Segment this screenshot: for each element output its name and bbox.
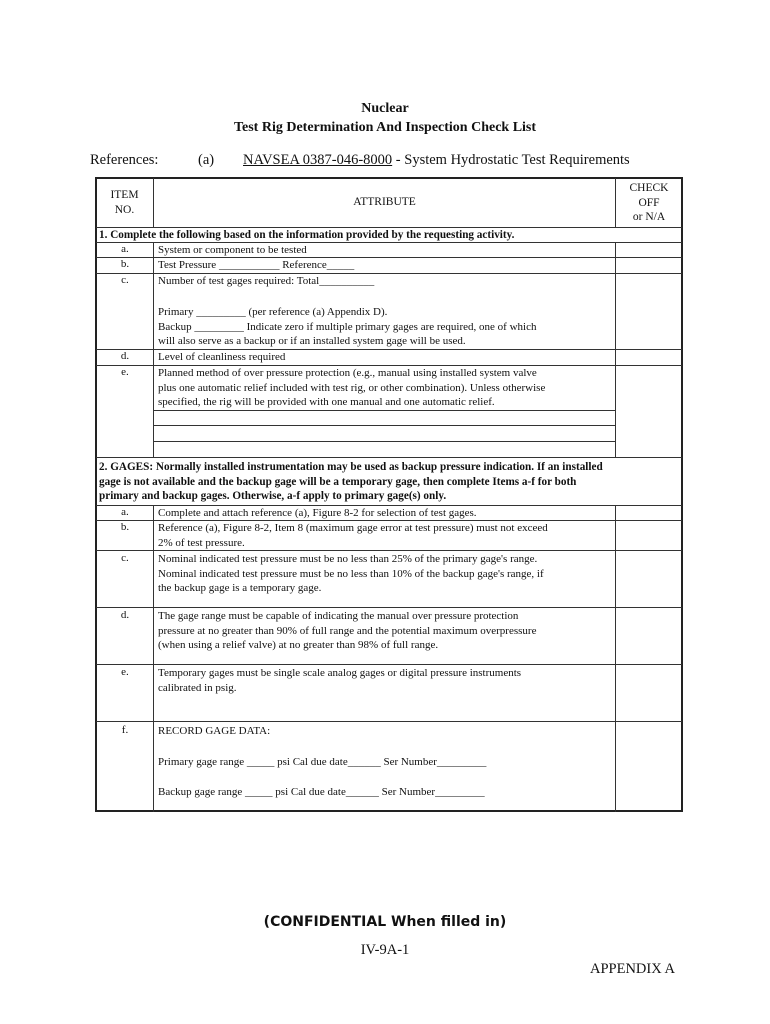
doc-subtitle: Nuclear xyxy=(361,101,409,116)
item-no-header xyxy=(96,188,153,217)
item-2b-line2: 2% of test pressure. xyxy=(158,536,245,549)
doc-title: Test Rig Determination And Inspection Check List xyxy=(233,120,537,135)
item-header-line2: NO. xyxy=(114,203,135,216)
item-2f-no: f. xyxy=(121,724,129,736)
confidential-notice: (CONFIDENTIAL When filled in) xyxy=(263,914,507,930)
item-1e-line3: specified, the rig will be provided with one manual and one automatic relief. xyxy=(158,396,495,408)
item-1c-primary: Primary _________ (per reference (a) Appendix D). xyxy=(158,306,388,318)
reference-a-doc: NAVSEA 0387-046-8000 xyxy=(243,152,393,168)
check-header-line1: CHECK xyxy=(629,182,669,194)
section-2-heading xyxy=(99,460,679,504)
item-2d-line3: (when using a relief valve) at no greater than 98% of full range. xyxy=(158,639,439,651)
item-1c-text: Number of test gages required: Total__________ xyxy=(158,275,375,287)
item-1d-text: Level of cleanliness required xyxy=(158,351,286,363)
attribute-header: ATTRIBUTE xyxy=(353,196,416,208)
item-2d-line2: pressure at no greater than 90% of full range and the potential maximum overpressure xyxy=(158,624,537,637)
item-2c-line1: Nominal indicated test pressure must be no less than 25% of the primary gage's range. xyxy=(158,553,538,565)
section-2-line3: primary and backup gages. Otherwise, a-f apply to primary gage(s) only. xyxy=(99,490,447,502)
item-2e-text xyxy=(158,666,613,695)
item-2e-no: e. xyxy=(121,666,129,678)
item-2b-no: b. xyxy=(120,521,130,533)
section-2-line2: gage is not available and the backup gage will be a temporary gage, then complete Items a-f for both xyxy=(99,475,577,488)
item-2f-backup-gage: Backup gage range _____ psi Cal due date______ Ser Number_________ xyxy=(158,786,485,798)
item-header-line1: ITEM xyxy=(110,189,139,201)
check-header-line3: or N/A xyxy=(632,211,666,223)
item-2c-line2: Nominal indicated test pressure must be no less than 10% of the backup gage's range, if xyxy=(158,567,544,580)
item-1e-line2: plus one automatic relief included with test rig, or other combination). Unless otherwise xyxy=(158,381,546,394)
references-label: References: xyxy=(90,152,159,168)
item-2b-text xyxy=(158,521,613,550)
item-1c-backup-cont: will also serve as a backup or if an installed system gage will be used. xyxy=(158,335,466,347)
item-1e-text xyxy=(158,366,613,410)
item-2d-line1: The gage range must be capable of indicating the manual over pressure protection xyxy=(158,610,519,622)
item-2d-text xyxy=(158,609,613,653)
item-1c-no: c. xyxy=(121,274,129,286)
item-1b-text: Test Pressure ___________ Reference_____ xyxy=(158,259,355,271)
item-2f-record-label: RECORD GAGE DATA: xyxy=(158,725,271,737)
item-1e-line1: Planned method of over pressure protection (e.g., manual using installed system valve xyxy=(158,367,537,379)
section-2-line1: 2. GAGES: Normally installed instrumentation may be used as backup pressure indication. If an installed xyxy=(99,461,603,473)
item-2a-text: Complete and attach reference (a), Figure 8-2 for selection of test gages. xyxy=(158,507,477,519)
page-number: IV-9A-1 xyxy=(360,942,410,958)
section-1-heading: 1. Complete the following based on the information provided by the requesting activity. xyxy=(99,229,515,241)
item-2a-no: a. xyxy=(121,506,129,518)
item-1a-no: a. xyxy=(121,243,129,255)
item-2d-no: d. xyxy=(120,609,130,621)
check-header-line2: OFF xyxy=(638,196,660,209)
item-2e-line1: Temporary gages must be single scale analog gages or digital pressure instruments xyxy=(158,667,522,679)
item-2f-primary-gage: Primary gage range _____ psi Cal due date______ Ser Number_________ xyxy=(158,756,487,768)
item-1e-no: e. xyxy=(121,366,129,378)
item-2c-no: c. xyxy=(121,552,129,564)
item-2c-text xyxy=(158,552,613,596)
item-2b-line1: Reference (a), Figure 8-2, Item 8 (maximum gage error at test pressure) must not exceed xyxy=(158,522,548,534)
appendix-label: APPENDIX A xyxy=(590,961,675,977)
item-2e-line2: calibrated in psig. xyxy=(158,681,237,694)
item-1b-no: b. xyxy=(120,258,130,270)
reference-a-desc: - System Hydrostatic Test Requirements xyxy=(392,152,630,168)
item-1c-backup: Backup _________ Indicate zero if multiple primary gages are required, one of which xyxy=(158,321,537,333)
item-2c-line3: the backup gage is a temporary gage. xyxy=(158,582,322,594)
references-line xyxy=(90,152,630,169)
item-1a-text: System or component to be tested xyxy=(158,244,307,256)
check-off-header xyxy=(616,181,682,225)
item-1d-no: d. xyxy=(120,350,130,362)
reference-a-label: (a) xyxy=(198,152,215,168)
